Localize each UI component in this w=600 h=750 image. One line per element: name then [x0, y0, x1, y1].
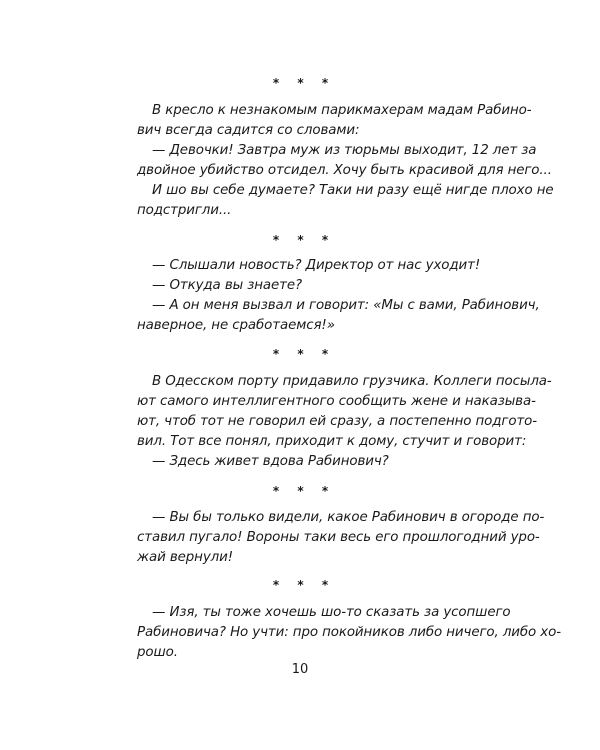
joke-4-line-2: ставил пугало! Вороны таки весь его прошлогодний уро-: [137, 530, 540, 545]
joke-2-line-2: — Откуда вы знаете?: [152, 278, 303, 293]
joke-3-line-4: вил. Тот все понял, приходит к дому, стучит и говорит:: [137, 434, 527, 449]
page-number: 10: [291, 662, 309, 677]
section-separator: * * *: [272, 484, 336, 498]
joke-3-line-1: В Одесском порту придавило грузчика. Коллеги посыла-: [152, 374, 552, 389]
joke-3-line-3: ют, чтоб тот не говорил ей сразу, а постепенно подгото-: [137, 414, 537, 429]
section-separator: * * *: [272, 233, 336, 247]
joke-5-line-3: рошо.: [137, 645, 178, 660]
joke-4-line-3: жай вернули!: [137, 550, 233, 565]
joke-2-line-4: наверное, не сработаемся!»: [137, 318, 335, 333]
joke-1-line-5: И шо вы себе думаете? Таки ни разу ещё нигде плохо не: [152, 183, 554, 198]
joke-1-line-4: двойное убийство отсидел. Хочу быть красивой для него...: [137, 163, 552, 178]
joke-3-line-5: — Здесь живет вдова Рабинович?: [152, 454, 389, 469]
joke-2-line-3: — А он меня вызвал и говорит: «Мы с вами, Рабинович,: [152, 298, 540, 313]
section-separator: * * *: [272, 347, 336, 361]
section-separator: * * *: [272, 76, 336, 90]
joke-1-line-2: вич всегда садится со словами:: [137, 123, 360, 138]
joke-1-line-6: подстригли...: [137, 203, 232, 218]
joke-5-line-2: Рабиновича? Но учти: про покойников либо ничего, либо хо-: [137, 625, 561, 640]
joke-5-line-1: — Изя, ты тоже хочешь шо-то сказать за усопшего: [152, 605, 511, 620]
joke-3-line-2: ют самого интеллигентного сообщить жене и наказыва-: [137, 394, 536, 409]
joke-2-line-1: — Слышали новость? Директор от нас уходит!: [152, 258, 481, 273]
joke-4-line-1: — Вы бы только видели, какое Рабинович в огороде по-: [152, 510, 545, 525]
section-separator: * * *: [272, 578, 336, 592]
joke-1-line-1: В кресло к незнакомым парикмахерам мадам Рабино-: [152, 103, 532, 118]
joke-1-line-3: — Девочки! Завтра муж из тюрьмы выходит, 12 лет за: [152, 143, 537, 158]
